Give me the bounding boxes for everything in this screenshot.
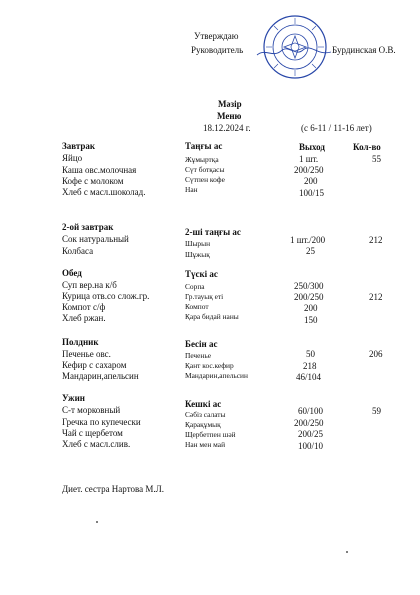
- lunch-title-kz: Түскі ас: [185, 269, 218, 279]
- dish-ru: Хлеб с масл.слив.: [62, 439, 131, 449]
- dish-kz: Жұмыртқа: [185, 155, 219, 164]
- dish-kz: Щербетпен шәй: [185, 430, 236, 439]
- dish-output: 25: [306, 246, 315, 256]
- snack-title-ru: Полдник: [62, 337, 99, 347]
- dish-ru: Каша овс.молочная: [62, 165, 137, 175]
- snack-title-kz: Бесін ас: [185, 339, 218, 349]
- breakfast-title-ru: Завтрак: [62, 141, 96, 151]
- dish-kz: Сорпа: [185, 282, 205, 291]
- age-range: (с 6-11 / 11-16 лет): [301, 123, 372, 133]
- dish-output: 200/250: [294, 165, 324, 175]
- lunch-title-ru: Обед: [62, 268, 82, 278]
- dish-ru: Печенье овс.: [62, 349, 111, 359]
- speck: [96, 521, 98, 523]
- snack-qty: 206: [369, 349, 383, 359]
- dish-ru: Кефир с сахаром: [62, 360, 127, 370]
- column-output-header: Выход: [299, 142, 325, 152]
- dish-ru: Компот с/ф: [62, 302, 106, 312]
- signature-scribble: [255, 46, 335, 60]
- dish-kz: Шырын: [185, 239, 211, 248]
- dish-kz: Қарақұмық: [185, 420, 221, 429]
- dish-kz: Қара бидай наны: [185, 312, 239, 321]
- dinner-qty: 59: [372, 406, 381, 416]
- menu-title-ru: Меню: [217, 111, 242, 121]
- dish-kz: Қант кос.кефир: [185, 361, 234, 370]
- dish-output: 1 шт.: [299, 154, 319, 164]
- dish-kz: Компот: [185, 302, 209, 311]
- dish-output: 200/25: [298, 429, 324, 439]
- dish-kz: Нан мен май: [185, 440, 226, 449]
- director-name: Бурдинская О.В.: [332, 45, 396, 55]
- dish-ru: Хлеб с масл.шоколад.: [62, 187, 146, 197]
- dinner-title-kz: Кешкі ас: [185, 399, 222, 409]
- approve-label: Утверждаю: [194, 31, 239, 41]
- dish-ru: Курица отв.со слож.гр.: [62, 291, 150, 301]
- breakfast-qty: 55: [372, 154, 381, 164]
- dish-output: 200: [304, 303, 318, 313]
- second-breakfast-title-kz: 2-ші таңғы ас: [185, 227, 241, 237]
- dish-output: 200: [304, 176, 318, 186]
- second-breakfast-title-ru: 2-ой завтрак: [62, 222, 114, 232]
- dish-ru: Кофе с молоком: [62, 176, 124, 186]
- dish-kz: Сүт ботқасы: [185, 165, 225, 174]
- breakfast-title-kz: Таңғы ас: [185, 141, 223, 151]
- dish-ru: Колбаса: [62, 246, 94, 256]
- dish-ru: Мандарин,апельсин: [62, 371, 139, 381]
- dish-output: 200/250: [294, 292, 324, 302]
- dish-output: 50: [306, 349, 315, 359]
- dish-ru: Гречка по купечески: [62, 417, 141, 427]
- speck: [346, 551, 348, 553]
- dish-output: 46/104: [296, 372, 322, 382]
- dish-kz: Гр.тауық еті: [185, 292, 224, 301]
- dish-output: 150: [304, 315, 318, 325]
- second-breakfast-qty: 212: [369, 235, 383, 245]
- position-label: Руководитель: [191, 45, 244, 55]
- dish-output: 100/10: [298, 441, 324, 451]
- dish-ru: Хлеб ржан.: [62, 313, 106, 323]
- dish-kz: Мандарин,апельсин: [185, 371, 248, 380]
- dish-output: 100/15: [299, 188, 325, 198]
- dish-output: 250/300: [294, 281, 324, 291]
- dish-ru: Яйцо: [62, 153, 83, 163]
- dish-ru: С-т морковный: [62, 405, 121, 415]
- dish-ru: Суп вер.на к/б: [62, 280, 117, 290]
- dish-kz: Шұжық: [185, 250, 210, 259]
- dinner-title-ru: Ужин: [62, 393, 85, 403]
- dish-output: 60/100: [298, 406, 324, 416]
- dish-output: 1 шт./200: [290, 235, 326, 245]
- dish-kz: Печенье: [185, 351, 212, 360]
- dish-ru: Сок натуральный: [62, 234, 129, 244]
- menu-title-kz: Мәзір: [218, 99, 242, 109]
- dietitian-signature: Диет. сестра Нартова М.Л.: [62, 484, 164, 494]
- lunch-qty: 212: [369, 292, 383, 302]
- dish-output: 200/250: [294, 418, 324, 428]
- dish-kz: Сүтпен кофе: [185, 175, 225, 184]
- menu-date: 18.12.2024 г.: [203, 123, 251, 133]
- dish-kz: Нан: [185, 185, 198, 194]
- dish-ru: Чай с щербетом: [62, 428, 123, 438]
- dish-output: 218: [303, 361, 317, 371]
- dish-kz: Сәбіз салаты: [185, 410, 226, 419]
- column-qty-header: Кол-во: [353, 142, 381, 152]
